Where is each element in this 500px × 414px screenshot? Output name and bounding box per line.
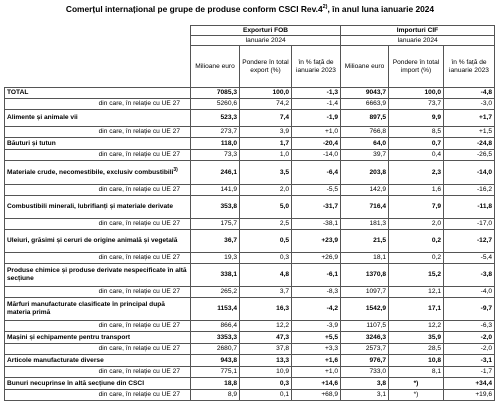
value-cell: 12,2 (240, 321, 292, 332)
value-cell: 3,5 (240, 161, 292, 185)
value-cell: +3,3 (292, 344, 341, 355)
value-cell: 3,1 (341, 390, 389, 401)
value-cell: 100,0 (240, 88, 292, 99)
value-cell: 47,3 (240, 332, 292, 344)
value-cell: 2,5 (240, 219, 292, 230)
subrow-label: din care, în relație cu UE 27 (5, 99, 191, 110)
subrow-label: din care, în relație cu UE 27 (5, 127, 191, 138)
value-cell: -16,2 (444, 185, 495, 196)
value-cell: 7,4 (240, 110, 292, 127)
value-cell: 766,8 (341, 127, 389, 138)
table-row (5, 298, 495, 321)
value-cell: -6,4 (292, 161, 341, 185)
import-period: Ianuarie 2024 (341, 36, 495, 46)
table-subrow (5, 367, 495, 378)
import-heading: Importuri CIF (341, 26, 495, 36)
value-cell: -4,8 (444, 88, 495, 99)
table-row (5, 230, 495, 253)
table-subrow (5, 344, 495, 355)
value-cell: 2,3 (389, 161, 444, 185)
subrow-label: din care, în relație cu UE 27 (5, 321, 191, 332)
value-cell: 10,9 (240, 367, 292, 378)
table-subrow (5, 287, 495, 298)
value-cell: +34,4 (444, 378, 495, 390)
value-cell: 523,3 (191, 110, 240, 127)
value-cell: 100,0 (389, 88, 444, 99)
value-cell: 64,0 (341, 138, 389, 150)
table-row (5, 138, 495, 150)
subrow-label: din care, în relație cu UE 27 (5, 367, 191, 378)
value-cell: 12,1 (389, 287, 444, 298)
value-cell: 2680,7 (191, 344, 240, 355)
value-cell: +1,5 (444, 127, 495, 138)
value-cell: +26,9 (292, 253, 341, 264)
value-cell: *) (389, 378, 444, 390)
value-cell: 73,3 (191, 150, 240, 161)
value-cell: 175,7 (191, 219, 240, 230)
value-cell: 28,5 (389, 344, 444, 355)
value-cell: 8,5 (389, 127, 444, 138)
table-subrow (5, 127, 495, 138)
table-row (5, 161, 495, 185)
value-cell: -2,0 (444, 344, 495, 355)
value-cell: -3,0 (444, 99, 495, 110)
value-cell: 74,2 (240, 99, 292, 110)
row-label: Combustibili minerali, lubrifianți și materiale derivate (5, 196, 191, 219)
table-subrow (5, 219, 495, 230)
value-cell: -9,7 (444, 298, 495, 321)
table-title (0, 4, 500, 14)
col-export-share: Pondere în total export (%) (240, 46, 292, 88)
value-cell: -1,9 (292, 110, 341, 127)
value-cell: -1,7 (444, 367, 495, 378)
value-cell: 16,3 (240, 298, 292, 321)
value-cell: 0,1 (240, 390, 292, 401)
row-label: Mașini și echipamente pentru transport (5, 332, 191, 344)
value-cell: 181,3 (341, 219, 389, 230)
value-cell: 716,4 (341, 196, 389, 219)
value-cell: 73,7 (389, 99, 444, 110)
col-export-change: în % față de ianuarie 2023 (292, 46, 341, 88)
table-row (5, 196, 495, 219)
table-row (5, 88, 495, 99)
value-cell: 976,7 (341, 355, 389, 367)
export-period: Ianuarie 2024 (191, 36, 341, 46)
subrow-label: din care, în relație cu UE 27 (5, 344, 191, 355)
value-cell: 1542,9 (341, 298, 389, 321)
row-label: Alimente și animale vii (5, 110, 191, 127)
value-cell: 733,0 (341, 367, 389, 378)
value-cell: 6663,9 (341, 99, 389, 110)
title-footnote-marker: 2) (322, 4, 328, 11)
value-cell: 0,4 (389, 150, 444, 161)
subrow-label: din care, în relație cu UE 27 (5, 390, 191, 401)
value-cell: 18,1 (341, 253, 389, 264)
value-cell: +68,9 (292, 390, 341, 401)
value-cell: 142,9 (341, 185, 389, 196)
value-cell: -14,0 (444, 161, 495, 185)
value-cell: -38,1 (292, 219, 341, 230)
value-cell: 338,1 (191, 264, 240, 287)
subrow-label: din care, în relație cu UE 27 (5, 253, 191, 264)
value-cell: 12,2 (389, 321, 444, 332)
table-row (5, 378, 495, 390)
value-cell: 0,2 (389, 230, 444, 253)
value-cell: 35,9 (389, 332, 444, 344)
value-cell: 19,3 (191, 253, 240, 264)
value-cell: -31,7 (292, 196, 341, 219)
value-cell: -24,8 (444, 138, 495, 150)
subrow-label: din care, în relație cu UE 27 (5, 150, 191, 161)
value-cell: 1,0 (240, 150, 292, 161)
row-label: Materiale crude, necomestibile, exclusiv combustibili$^{3)}$ (5, 161, 191, 185)
row-label: Produse chimice și produse derivate nespecificate în altă secțiune (5, 264, 191, 287)
value-cell: 897,5 (341, 110, 389, 127)
value-cell: 866,4 (191, 321, 240, 332)
value-cell: +1,7 (444, 110, 495, 127)
value-cell: 9,9 (389, 110, 444, 127)
subrow-label: din care, în relație cu UE 27 (5, 287, 191, 298)
value-cell: 0,3 (240, 378, 292, 390)
value-cell: -11,8 (444, 196, 495, 219)
value-cell: 943,8 (191, 355, 240, 367)
value-cell: 1097,7 (341, 287, 389, 298)
value-cell: 0,7 (389, 138, 444, 150)
value-cell: 8,9 (191, 390, 240, 401)
value-cell: 775,1 (191, 367, 240, 378)
value-cell: 2,0 (240, 185, 292, 196)
value-cell: -14,0 (292, 150, 341, 161)
value-cell: 2573,7 (341, 344, 389, 355)
value-cell: +23,9 (292, 230, 341, 253)
table-subrow (5, 99, 495, 110)
value-cell: 118,0 (191, 138, 240, 150)
export-heading: Exporturi FOB (191, 26, 341, 36)
table-row (5, 355, 495, 367)
subrow-label: din care, în relație cu UE 27 (5, 185, 191, 196)
value-cell: 3,7 (240, 287, 292, 298)
value-cell: -6,1 (292, 264, 341, 287)
value-cell: 39,7 (341, 150, 389, 161)
value-cell: *) (389, 390, 444, 401)
row-label: TOTAL (5, 88, 191, 99)
value-cell: 10,8 (389, 355, 444, 367)
subrow-label: din care, în relație cu UE 27 (5, 219, 191, 230)
value-cell: +1,0 (292, 127, 341, 138)
value-cell: +14,6 (292, 378, 341, 390)
trade-table (4, 25, 495, 401)
value-cell: -1,3 (292, 88, 341, 99)
value-cell: 13,3 (240, 355, 292, 367)
col-export-value: Milioane euro (191, 46, 240, 88)
col-import-share: Pondere în total import (%) (389, 46, 444, 88)
value-cell: 37,8 (240, 344, 292, 355)
table-subrow (5, 390, 495, 401)
value-cell: +1,0 (292, 367, 341, 378)
table-row (5, 264, 495, 287)
value-cell: -2,0 (444, 332, 495, 344)
value-cell: 353,8 (191, 196, 240, 219)
value-cell: -1,4 (292, 99, 341, 110)
value-cell: 141,9 (191, 185, 240, 196)
value-cell: 3,9 (240, 127, 292, 138)
value-cell: 9043,7 (341, 88, 389, 99)
title-main: Comerțul internațional pe grupe de produse conform CSCI Rev.4 (65, 4, 323, 14)
table-subrow (5, 321, 495, 332)
value-cell: 3,8 (341, 378, 389, 390)
value-cell: -17,0 (444, 219, 495, 230)
value-cell: 7,9 (389, 196, 444, 219)
table-subrow (5, 185, 495, 196)
col-import-value: Milioane euro (341, 46, 389, 88)
value-cell: 246,1 (191, 161, 240, 185)
row-label: Articole manufacturate diverse (5, 355, 191, 367)
row-label: Bunuri necuprinse în altă secțiune din CSCI (5, 378, 191, 390)
value-cell: 1153,4 (191, 298, 240, 321)
value-cell: 17,1 (389, 298, 444, 321)
value-cell: 3246,3 (341, 332, 389, 344)
row-label: Uleiuri, grăsimi și ceruri de origine animală și vegetală (5, 230, 191, 253)
value-cell: 1,7 (240, 138, 292, 150)
col-import-change: în % față de ianuarie 2023 (444, 46, 495, 88)
value-cell: 8,1 (389, 367, 444, 378)
value-cell: 21,5 (341, 230, 389, 253)
value-cell: -12,7 (444, 230, 495, 253)
value-cell: -4,2 (292, 298, 341, 321)
title-rest: , în anul luna ianuarie 2024 (327, 4, 435, 14)
value-cell: +1,6 (292, 355, 341, 367)
value-cell: 18,8 (191, 378, 240, 390)
value-cell: -5,5 (292, 185, 341, 196)
value-cell: 4,8 (240, 264, 292, 287)
value-cell: +19,6 (444, 390, 495, 401)
table-row (5, 110, 495, 127)
value-cell: 273,7 (191, 127, 240, 138)
value-cell: 265,2 (191, 287, 240, 298)
value-cell: 3353,3 (191, 332, 240, 344)
corner-cell (5, 26, 191, 88)
table-subrow (5, 150, 495, 161)
value-cell: 7085,3 (191, 88, 240, 99)
value-cell: -20,4 (292, 138, 341, 150)
row-label: Mărfuri manufacturate clasificate în principal după materia primă (5, 298, 191, 321)
value-cell: 15,2 (389, 264, 444, 287)
value-cell: 0,3 (240, 253, 292, 264)
value-cell: -3,9 (292, 321, 341, 332)
value-cell: -6,3 (444, 321, 495, 332)
value-cell: -4,0 (444, 287, 495, 298)
value-cell: 1107,5 (341, 321, 389, 332)
value-cell: 5,0 (240, 196, 292, 219)
value-cell: -5,4 (444, 253, 495, 264)
value-cell: 203,8 (341, 161, 389, 185)
value-cell: 5260,6 (191, 99, 240, 110)
table-row (5, 332, 495, 344)
value-cell: -26,5 (444, 150, 495, 161)
value-cell: 2,0 (389, 219, 444, 230)
value-cell: -8,3 (292, 287, 341, 298)
value-cell: 1,6 (389, 185, 444, 196)
value-cell: -3,8 (444, 264, 495, 287)
table-subrow (5, 253, 495, 264)
value-cell: 36,7 (191, 230, 240, 253)
row-label: Băuturi și tutun (5, 138, 191, 150)
value-cell: -3,1 (444, 355, 495, 367)
value-cell: 0,2 (389, 253, 444, 264)
value-cell: 0,5 (240, 230, 292, 253)
value-cell: 1370,8 (341, 264, 389, 287)
value-cell: +5,5 (292, 332, 341, 344)
